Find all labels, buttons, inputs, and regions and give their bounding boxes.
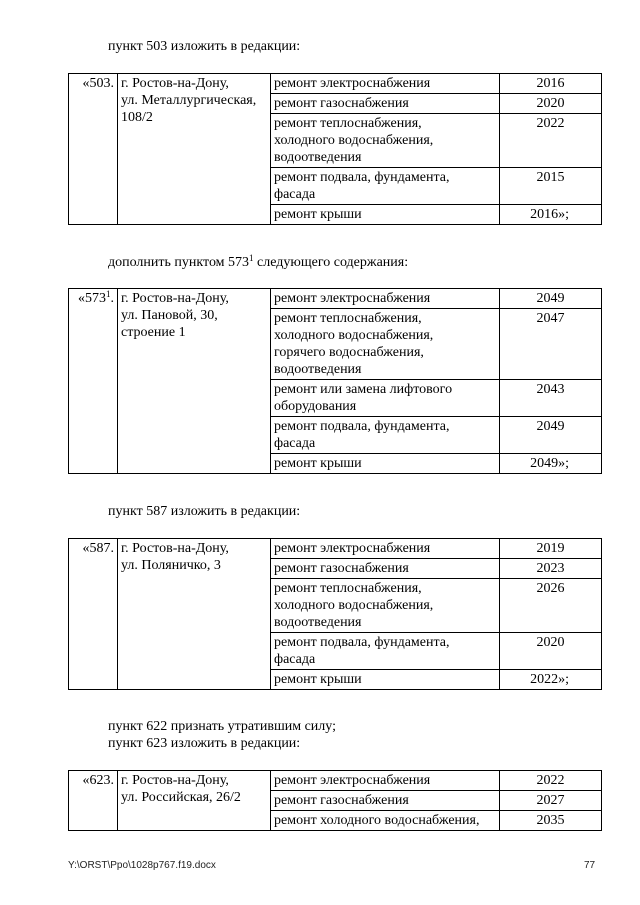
table-item-587: [68, 538, 602, 690]
address-line: г. Ростов-на-Дону,: [121, 773, 229, 788]
item-number: «587.: [69, 539, 118, 690]
paragraph-line: пункт 623 изложить в редакции:: [108, 736, 301, 751]
table-item-573-1: [68, 288, 602, 474]
work-line: ремонт электроснабжения: [274, 541, 431, 556]
address-line: 108/2: [121, 110, 153, 125]
work-type-cell: [271, 811, 500, 831]
address-cell: [118, 539, 271, 690]
work-line: оборудования: [274, 399, 357, 414]
work-type-cell: [271, 539, 500, 559]
work-line: холодного водоснабжения,: [274, 328, 434, 343]
table-item-503: [68, 73, 602, 225]
work-type-cell: [271, 114, 500, 168]
year-cell: 2049: [500, 417, 602, 454]
work-line: ремонт подвала, фундамента,: [274, 170, 450, 185]
work-line: ремонт крыши: [274, 672, 362, 687]
work-type-cell: [271, 417, 500, 454]
work-type-cell: [271, 74, 500, 94]
year-cell: 2049: [500, 289, 602, 309]
work-line: фасада: [274, 436, 316, 451]
address-cell: [118, 289, 271, 474]
address-line: ул. Металлургическая,: [121, 93, 257, 108]
year-cell: 2016»;: [500, 205, 602, 225]
year-cell: 2047: [500, 309, 602, 380]
year-cell: 2020: [500, 94, 602, 114]
paragraph-text: следующего содержания:: [253, 255, 409, 270]
year-cell: 2015: [500, 168, 602, 205]
work-line: ремонт газоснабжения: [274, 793, 409, 808]
address-line: г. Ростов-на-Дону,: [121, 541, 229, 556]
year-cell: 2049»;: [500, 454, 602, 474]
work-type-cell: [271, 168, 500, 205]
work-line: водоотведения: [274, 150, 362, 165]
work-type-cell: [271, 791, 500, 811]
table-row: [69, 74, 602, 94]
page-number: 77: [584, 860, 596, 871]
year-cell: 2035: [500, 811, 602, 831]
work-line: водоотведения: [274, 362, 362, 377]
work-line: ремонт электроснабжения: [274, 291, 431, 306]
work-type-cell: [271, 309, 500, 380]
table-row: [69, 771, 602, 791]
paragraph-text: дополнить пунктом 573: [108, 255, 250, 270]
work-type-cell: [271, 670, 500, 690]
work-type-cell: [271, 205, 500, 225]
work-type-cell: [271, 771, 500, 791]
footer-file-path: Y:\ORST\Ppo\1028p767.f19.docx: [68, 860, 216, 871]
address-line: ул. Российская, 26/2: [121, 790, 241, 805]
work-line: водоотведения: [274, 615, 362, 630]
work-line: ремонт теплоснабжения,: [274, 311, 422, 326]
work-line: ремонт газоснабжения: [274, 561, 409, 576]
table-row: [69, 289, 602, 309]
table-row: [69, 539, 602, 559]
address-cell: [118, 771, 271, 831]
work-line: ремонт холодного водоснабжения,: [274, 813, 480, 828]
work-type-cell: [271, 559, 500, 579]
item-number-text: «573: [78, 291, 106, 306]
paragraph-item-573-1: [108, 254, 408, 271]
year-cell: 2043: [500, 380, 602, 417]
paragraph-item-503: пункт 503 изложить в редакции:: [108, 39, 301, 54]
work-line: ремонт или замена лифтового: [274, 382, 453, 397]
item-number-dot: .: [110, 291, 114, 306]
work-type-cell: [271, 94, 500, 114]
year-cell: 2022: [500, 771, 602, 791]
year-cell: 2023: [500, 559, 602, 579]
item-number: «623.: [69, 771, 118, 831]
work-line: ремонт крыши: [274, 207, 362, 222]
item-number: «503.: [69, 74, 118, 225]
year-cell: 2016: [500, 74, 602, 94]
work-type-cell: [271, 289, 500, 309]
address-line: ул. Пановой, 30,: [121, 308, 218, 323]
work-line: горячего водоснабжения,: [274, 345, 424, 360]
year-cell: 2026: [500, 579, 602, 633]
work-line: ремонт подвала, фундамента,: [274, 635, 450, 650]
work-line: фасада: [274, 652, 316, 667]
work-line: ремонт электроснабжения: [274, 773, 431, 788]
address-line: г. Ростов-на-Дону,: [121, 76, 229, 91]
superscript: 1: [106, 289, 111, 299]
work-line: ремонт электроснабжения: [274, 76, 431, 91]
work-line: ремонт крыши: [274, 456, 362, 471]
work-type-cell: [271, 380, 500, 417]
work-line: ремонт подвала, фундамента,: [274, 419, 450, 434]
year-cell: 2022»;: [500, 670, 602, 690]
paragraph-item-622-623: [108, 718, 336, 752]
year-cell: 2020: [500, 633, 602, 670]
paragraph-line: пункт 622 признать утратившим силу;: [108, 719, 336, 734]
item-number: [69, 289, 118, 474]
work-line: ремонт теплоснабжения,: [274, 581, 422, 596]
year-cell: 2022: [500, 114, 602, 168]
year-cell: 2019: [500, 539, 602, 559]
superscript: 1: [249, 253, 254, 263]
work-type-cell: [271, 579, 500, 633]
work-line: фасада: [274, 187, 316, 202]
work-line: холодного водоснабжения,: [274, 598, 434, 613]
year-cell: 2027: [500, 791, 602, 811]
work-line: ремонт газоснабжения: [274, 96, 409, 111]
work-line: холодного водоснабжения,: [274, 133, 434, 148]
address-cell: [118, 74, 271, 225]
work-type-cell: [271, 454, 500, 474]
paragraph-item-587: пункт 587 изложить в редакции:: [108, 504, 301, 519]
work-type-cell: [271, 633, 500, 670]
work-line: ремонт теплоснабжения,: [274, 116, 422, 131]
address-line: г. Ростов-на-Дону,: [121, 291, 229, 306]
address-line: ул. Поляничко, 3: [121, 558, 221, 573]
table-item-623: [68, 770, 602, 831]
address-line: строение 1: [121, 325, 186, 340]
